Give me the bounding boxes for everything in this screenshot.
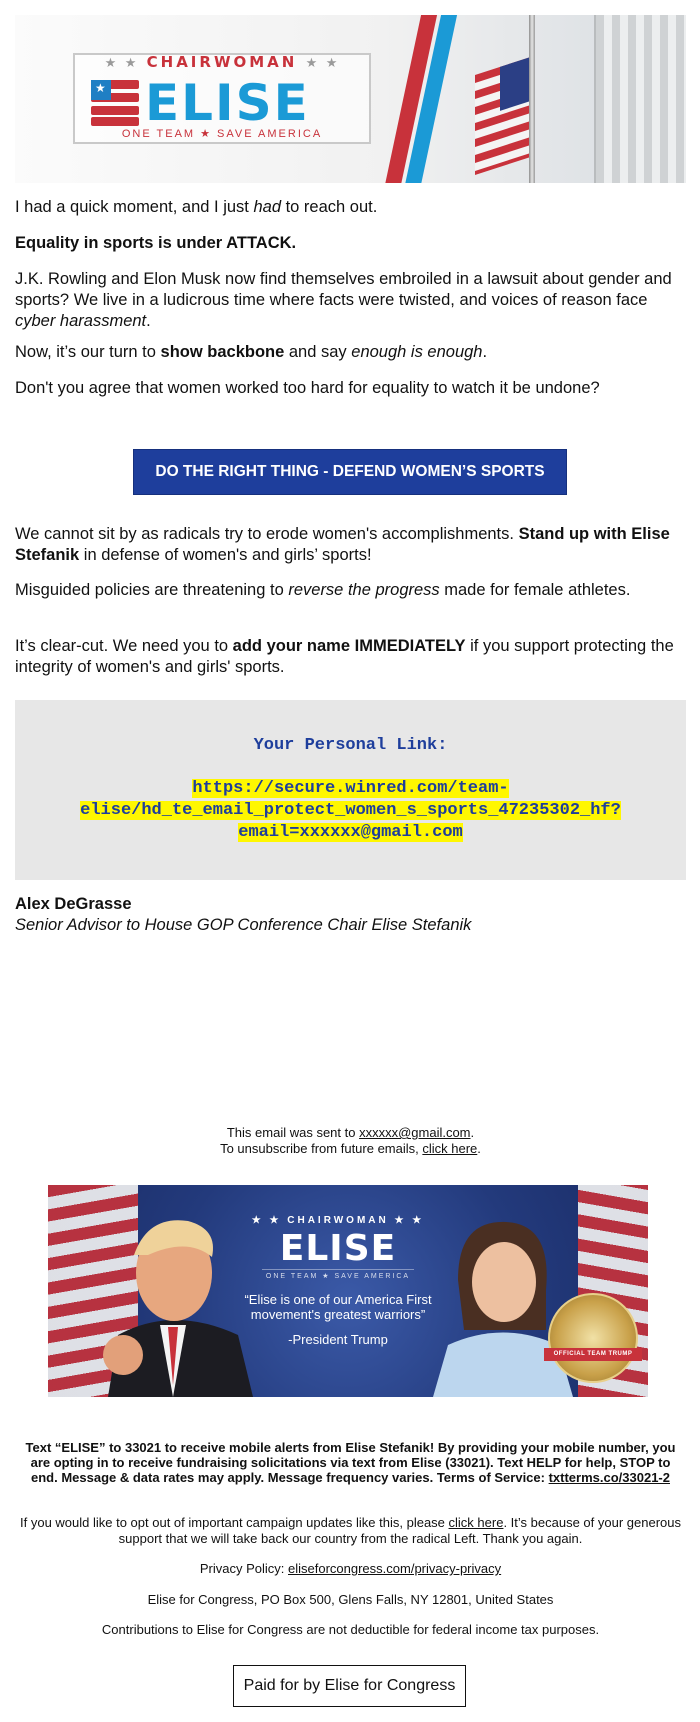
paragraph-question: Don't you agree that women worked too hard for equality to watch it be undone? <box>15 379 600 397</box>
privacy-policy-link[interactable]: eliseforcongress.com/privacy-privacy <box>288 1561 502 1576</box>
logo-top-text: CHAIRWOMAN <box>146 53 298 71</box>
sent-to-notice: This email was sent to xxxxxx@gmail.com. To unsubscribe from future emails, click here. <box>220 1125 481 1156</box>
promo-quote: “Elise is one of our America First movement's greatest warriors” <box>244 1292 432 1322</box>
paid-for-by-box: Paid for by Elise for Congress <box>233 1665 466 1707</box>
paragraph-lawsuit: J.K. Rowling and Elon Musk now find themselves embroiled in a lawsuit about gender and sports? We live in a ludicrous time where facts were twisted, and voices of reason face cyber harassment. <box>15 270 672 330</box>
optout-notice: If you would like to opt out of important campaign updates like this, please click here. It’s because of your generous support that we will take back our country from the radical Left. Thank you again. <box>20 1515 681 1546</box>
personal-link-url[interactable]: https://secure.winred.com/team- elise/hd_te_email_protect_women_s_sports_47235302_hf? email=xxxxxx@gmail.com <box>80 779 621 842</box>
paragraph-stand-up: We cannot sit by as radicals try to erode women's accomplishments. Stand up with Elise Stefanik in defense of women's and girls’ sports! <box>15 525 670 564</box>
signature-title: Senior Advisor to House GOP Conference Chair Elise Stefanik <box>15 916 472 934</box>
logo-stars-left: ★ ★ <box>104 56 139 71</box>
tax-disclaimer: Contributions to Elise for Congress are not deductible for federal income tax purposes. <box>101 1622 600 1637</box>
personal-link-label: Your Personal Link: <box>253 736 448 755</box>
unsubscribe-link[interactable]: click here <box>422 1141 478 1156</box>
header-banner <box>15 15 686 183</box>
paragraph-headline: Equality in sports is under ATTACK. <box>15 234 297 252</box>
trump-elise-promo-banner[interactable] <box>48 1185 648 1397</box>
sms-notice: Text “ELISE” to 33021 to receive mobile alerts from Elise Stefanik! By providing your mobile number, you are opting in to receive fundraising solicitations via text from Elise (33021). Text HELP for help, STOP to end. Message & data rates may apply. Message frequency varies. Terms of Service: txtterms.co/33021-2 <box>25 1440 676 1485</box>
paragraph-add-name: It’s clear-cut. We need you to add your name IMMEDIATELY if you support protecting the integrity of women's and girls' sports. <box>15 637 674 676</box>
paragraph-policies: Misguided policies are threatening to reverse the progress made for female athletes. <box>15 581 631 599</box>
logo-tagline: ONE TEAM ★ SAVE AMERICA <box>121 128 323 140</box>
sms-terms-link[interactable]: txtterms.co/33021-2 <box>548 1470 670 1485</box>
trump-photo <box>88 1195 258 1397</box>
logo-stars-right: ★ ★ <box>305 56 340 71</box>
paragraph-backbone: Now, it’s our turn to show backbone and say enough is enough. <box>15 343 488 361</box>
elise-stefanik-photo <box>428 1210 578 1397</box>
promo-chairwoman-text: ★ ★ CHAIRWOMAN ★ ★ <box>251 1215 425 1226</box>
capitol-dome-image <box>594 15 686 183</box>
paragraph-intro: I had a quick moment, and I just had to reach out. <box>15 198 378 216</box>
flag-e-icon: ★ <box>91 80 139 126</box>
recipient-email-link[interactable]: xxxxxx@gmail.com <box>359 1125 471 1140</box>
defend-womens-sports-button[interactable]: DO THE RIGHT THING - DEFEND WOMEN’S SPORTS <box>133 449 567 495</box>
email-body <box>15 15 686 1694</box>
signature-name: Alex DeGrasse <box>15 895 132 913</box>
american-flag-icon <box>475 35 605 175</box>
personal-link-box <box>15 700 686 880</box>
promo-tagline: ONE TEAM ★ SAVE AMERICA <box>262 1269 414 1280</box>
optout-link[interactable]: click here <box>448 1515 504 1530</box>
logo-main-text: ELISE <box>145 74 310 132</box>
official-team-trump-seal-icon: OFFICIAL TEAM TRUMP <box>548 1293 638 1383</box>
promo-elise-logo: ELISE <box>279 1228 397 1269</box>
mailing-address: Elise for Congress, PO Box 500, Glens Falls, NY 12801, United States <box>147 1592 554 1607</box>
elise-logo <box>73 53 371 144</box>
privacy-policy-line: Privacy Policy: eliseforcongress.com/privacy-privacy <box>199 1561 502 1576</box>
promo-attribution: -President Trump <box>288 1332 388 1347</box>
